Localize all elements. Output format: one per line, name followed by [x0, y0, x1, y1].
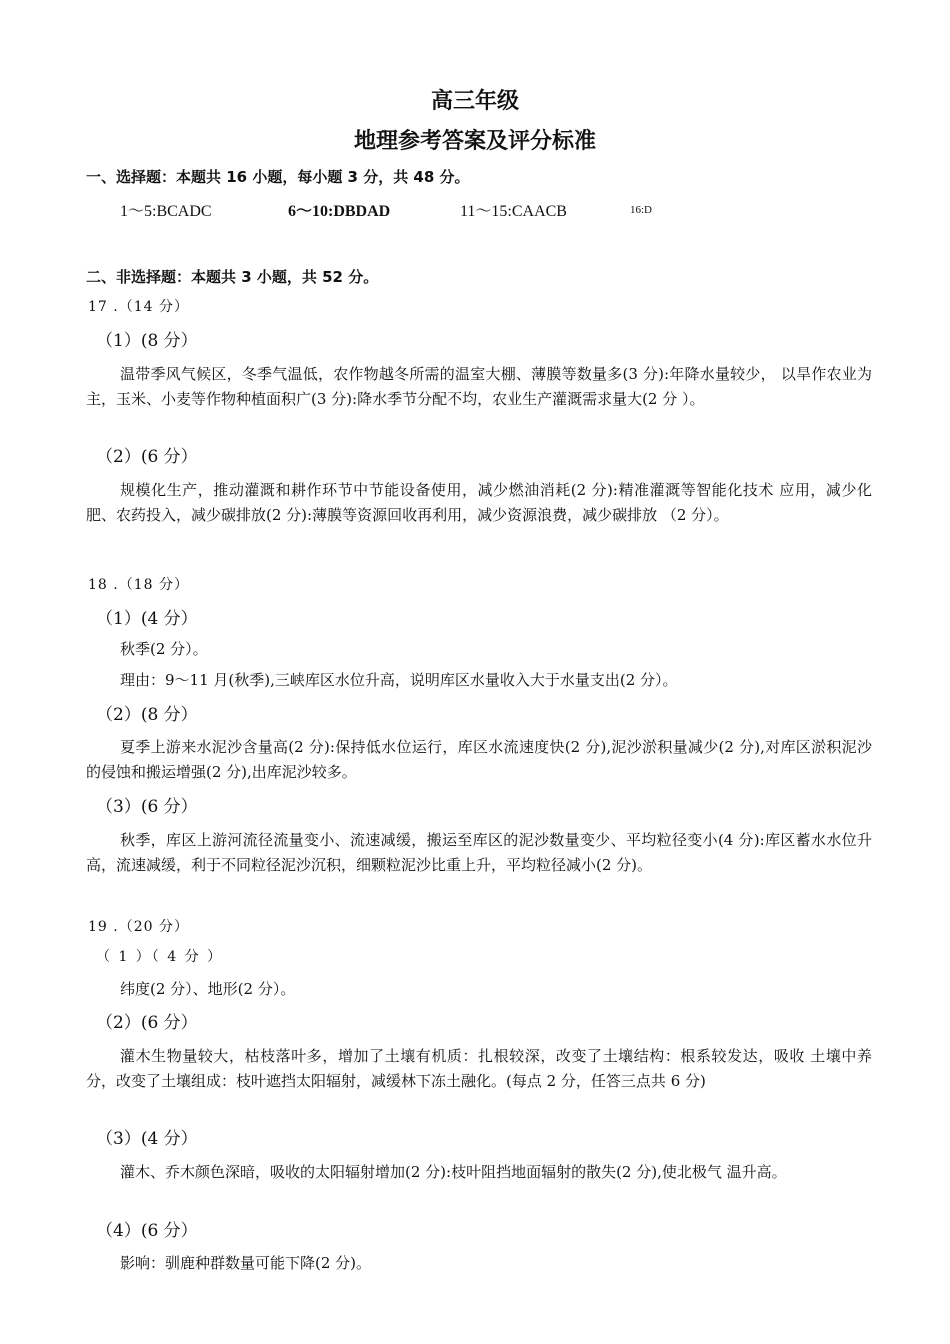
- q19-part4-answer: 影响：驯鹿种群数量可能下降(2 分)。: [120, 1254, 372, 1272]
- q18-part1-label: （1）(4 分）: [96, 609, 198, 629]
- document-title: 地理参考答案及评分标准: [353, 129, 596, 154]
- q19-part1-answer: 纬度(2 分）、地形(2 分）。: [120, 980, 296, 998]
- q17-part1-answer: 温带季风气候区，冬季气温低，农作物越冬所需的温室大棚、薄膜等数量多(3 分):年降水量较少， 以旱作农业为主，玉米、小麦等作物种植面积广(3 分):降水季节分配不均，农业生产灌溉需求量大(2 分 ）。: [86, 365, 872, 408]
- q18-part3-answer: 秋季，库区上游河流径流量变小、流速减缓，搬运至库区的泥沙数量变少、平均粒径变小(4 分):库区蓄水水位升高，流速减缓，利于不同粒径泥沙沉积，细颗粒泥沙比重上升，平均粒径减小(2 分)。: [86, 831, 872, 874]
- q17-part1-label: （1）(8 分）: [96, 331, 198, 351]
- question-17-number: 17 .（14 分）: [88, 299, 189, 315]
- mc-answer-16: 16:D: [630, 204, 652, 216]
- q17-part2-answer: 规模化生产，推动灌溉和耕作环节中节能设备使用，减少燃油消耗(2 分):精准灌溉等智能化技术 应用，减少化肥、农药投入，减少碳排放(2 分):薄膜等资源回收再利用，减少资源浪费，减少碳排放 （2 分）。: [86, 481, 872, 524]
- q19-part4-label: （4）(6 分）: [96, 1221, 198, 1241]
- mc-answers-6-10: 6～10:DBDAD: [288, 203, 391, 220]
- mc-answers-11-15: 11～15:CAACB: [460, 203, 567, 220]
- q19-part1-label: （ 1 ）（ 4 分 ）: [96, 949, 224, 965]
- grade-title: 高三年级: [430, 89, 519, 114]
- q18-part1-answer: 秋季(2 分）。: [120, 640, 208, 658]
- mc-answers-1-5: 1～5:BCADC: [120, 203, 212, 220]
- q19-part2-label: （2）(6 分）: [96, 1013, 198, 1033]
- question-18-number: 18 .（18 分）: [88, 577, 189, 593]
- q19-part2-answer: 灌木生物量较大，枯枝落叶多，增加了土壤有机质：扎根较深，改变了土壤结构：根系较发达，吸收 土壤中养分，改变了土壤组成：枝叶遮挡太阳辐射，减缓林下冻土融化。(每点 2 分，任答三点共 6 分): [86, 1047, 872, 1090]
- section-heading-choice: 一、选择题：本题共 16 小题，每小题 3 分，共 48 分。: [86, 168, 470, 186]
- section-heading-nonchoice: 二、非选择题：本题共 3 小题，共 52 分。: [86, 268, 379, 286]
- q18-part2-answer: 夏季上游来水泥沙含量高(2 分):保持低水位运行，库区水流速度快(2 分),泥沙淤积量减少(2 分),对库区淤积泥沙的侵蚀和搬运增强(2 分),出库泥沙较多。: [86, 738, 872, 781]
- q17-part2-label: （2）(6 分）: [96, 447, 198, 467]
- q18-part3-label: （3）(6 分）: [96, 797, 198, 817]
- q18-part2-label: （2）(8 分）: [96, 705, 198, 725]
- q19-part3-answer: 灌木、乔木颜色深暗，吸收的太阳辐射增加(2 分):枝叶阻挡地面辐射的散失(2 分),使北极气 温升高。: [120, 1163, 787, 1181]
- q18-part1-reason: 理由：9～11 月(秋季),三峡库区水位升高，说明库区水量收入大于水量支出(2 分）。: [120, 671, 678, 689]
- question-19-number: 19 .（20 分）: [88, 919, 189, 935]
- q19-part3-label: （3）(4 分）: [96, 1129, 198, 1149]
